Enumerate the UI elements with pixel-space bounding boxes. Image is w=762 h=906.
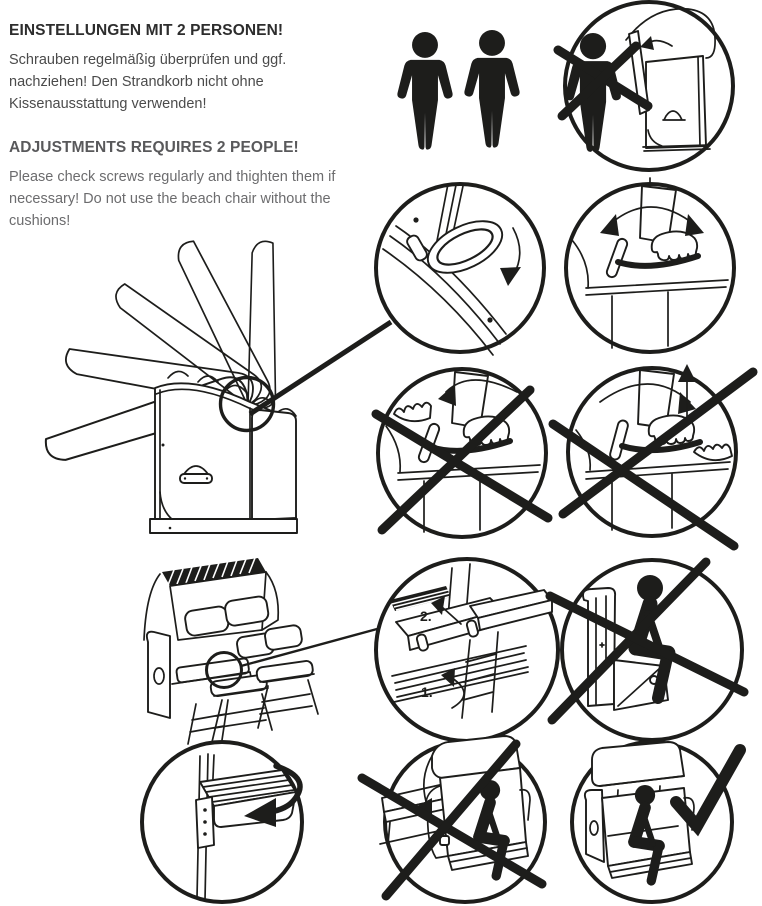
do-not-adjust-while-seated <box>362 736 545 902</box>
do-not-tilt-hood-sideways <box>376 369 548 537</box>
do-not-pull-hood-upwards <box>553 364 753 546</box>
english-heading: ADJUSTMENTS REQUIRES 2 PEOPLE! <box>9 139 299 156</box>
sit-correctly <box>572 742 740 902</box>
english-body-line: necessary! Do not use the beach chair without the <box>9 191 331 207</box>
pillow <box>264 624 303 650</box>
pillow <box>224 595 269 626</box>
footrest-fold-detail <box>142 742 302 902</box>
english-body-line: cushions! <box>9 213 71 229</box>
person-icon <box>397 32 452 150</box>
do-not-sit-on-pullout <box>550 560 744 740</box>
pillow <box>184 605 229 636</box>
german-body-line: nachziehen! Den Strandkorb nicht ohne <box>9 74 264 90</box>
footrest-cushion <box>256 660 314 683</box>
side-panel <box>147 632 170 718</box>
german-body-line: Schrauben regelmäßig überprüfen und ggf. <box>9 52 287 68</box>
step-1-label: 1. <box>421 684 433 700</box>
leader-line <box>250 322 391 414</box>
english-body-line: Please check screws regularly and thighten them if <box>9 169 336 185</box>
step-2-label: 2. <box>420 608 432 624</box>
do-not-adjust-alone <box>558 2 733 170</box>
person-icon <box>464 30 519 148</box>
two-people-icon <box>397 30 519 150</box>
side-panel <box>585 790 604 862</box>
german-body-line: Kissenausstattung verwenden! <box>9 96 207 112</box>
hood-strap-detail <box>376 184 544 355</box>
german-heading: EINSTELLUNGEN MIT 2 PERSONEN! <box>9 22 284 39</box>
beach-chair-hood-positions <box>41 232 391 533</box>
beach-chair-with-footrests <box>144 558 377 744</box>
footrest-steps-detail <box>376 559 558 741</box>
hold-hood-handle <box>566 178 734 352</box>
